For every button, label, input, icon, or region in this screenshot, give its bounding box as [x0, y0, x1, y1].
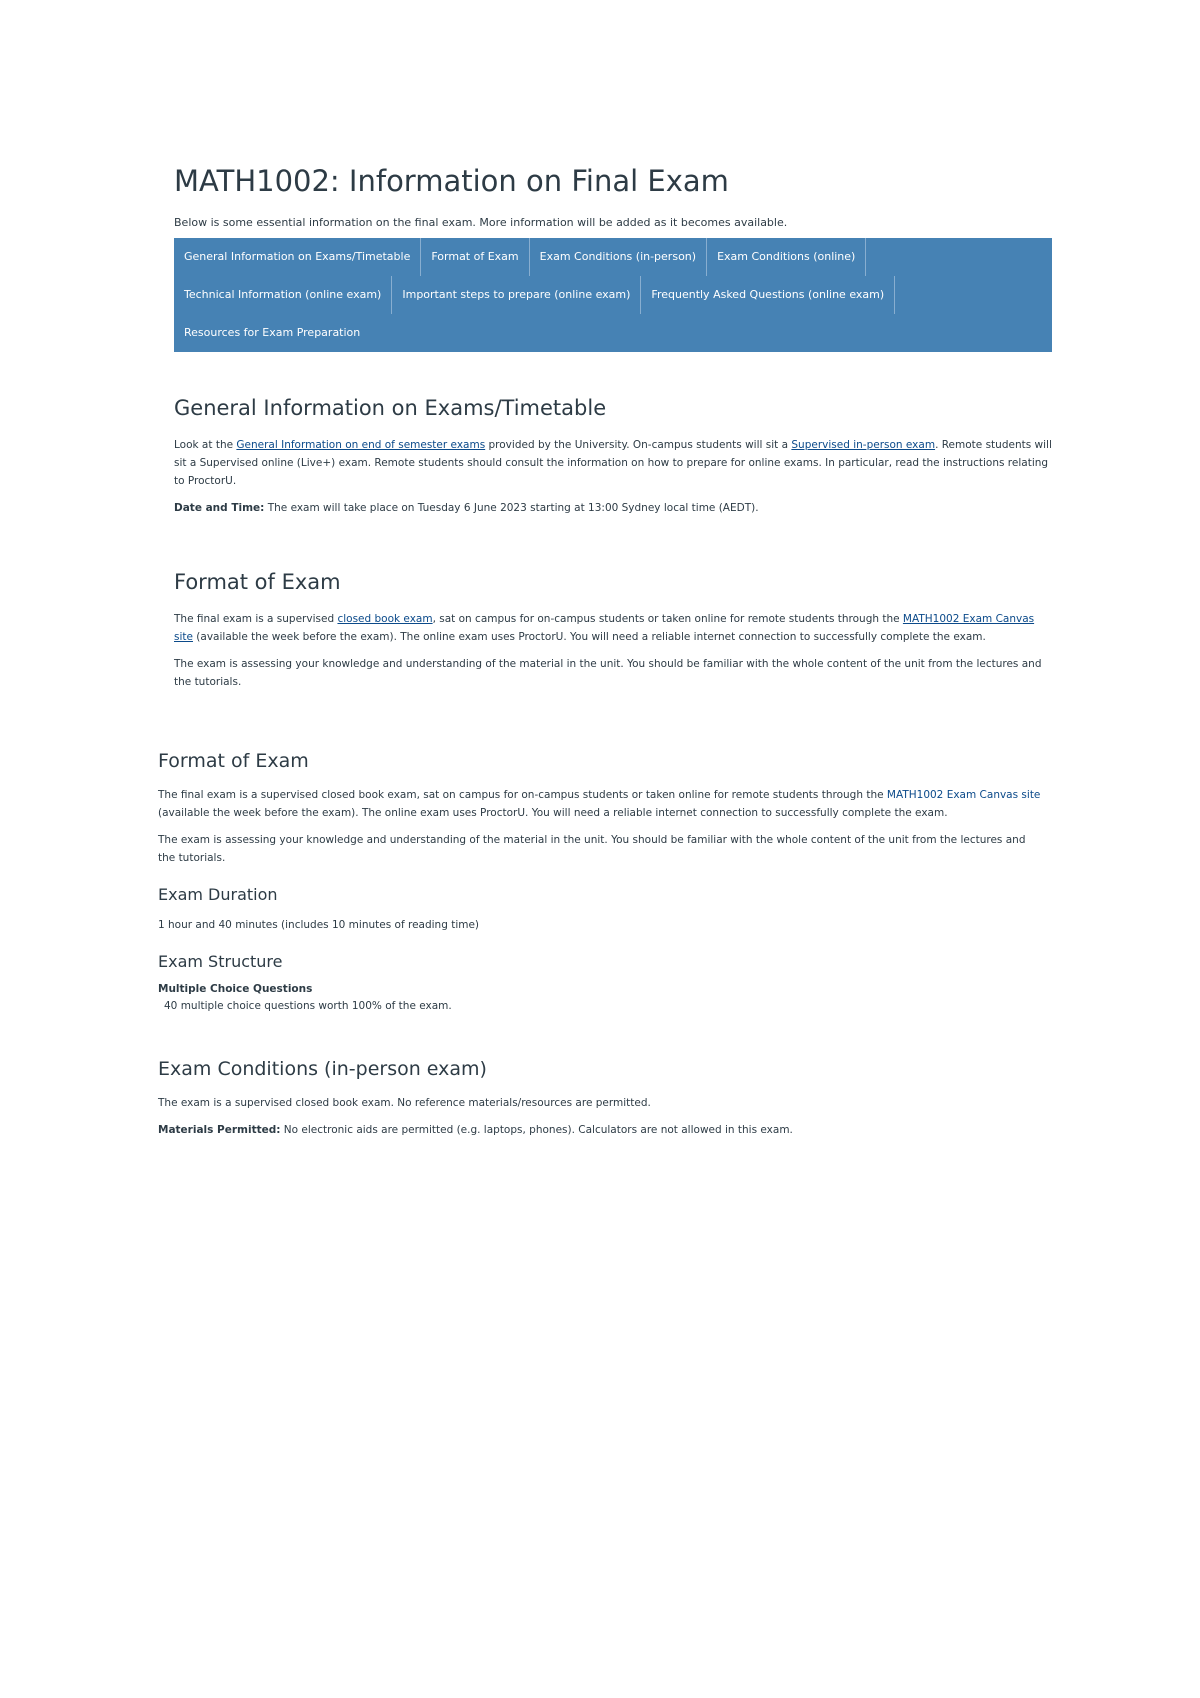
- tab-resources-exam-preparation[interactable]: Resources for Exam Preparation: [184, 325, 361, 339]
- mcq-text: 40 multiple choice questions worth 100% of the exam.: [164, 1000, 452, 1012]
- conditions-paragraph-1: The exam is a supervised closed book exam. No reference materials/resources are permitted.: [158, 1097, 651, 1109]
- section-heading-format: Format of Exam: [174, 569, 341, 594]
- tab-technical-information[interactable]: Technical Information (online exam): [174, 276, 392, 314]
- date-and-time-text: The exam will take place on Tuesday 6 June 2023 starting at 13:00 Sydney local time (AEDT).: [264, 501, 759, 514]
- exam-duration-text: 1 hour and 40 minutes (includes 10 minutes of reading time): [158, 919, 480, 931]
- general-text-3: . Remote students will sit a Supervised online (Live+) exam. Remote students should consult the information on how to prepare for online exams. In particular, read the instructions relating to ProctorU.: [174, 438, 1052, 487]
- exam-structure-heading: Exam Structure: [158, 952, 283, 971]
- exam-duration-heading: Exam Duration: [158, 885, 278, 904]
- format2-paragraph-1: [158, 786, 1042, 822]
- date-and-time: [174, 499, 1052, 517]
- tab-general-information[interactable]: General Information on Exams/Timetable: [174, 238, 421, 276]
- format2-paragraph-2: The exam is assessing your knowledge and understanding of the material in the unit. You should be familiar with the whole content of the unit from the lectures and the tutorials.: [158, 834, 1026, 864]
- mcq-heading: Multiple Choice Questions: [158, 983, 313, 995]
- format-paragraph-2: The exam is assessing your knowledge and understanding of the material in the unit. You should be familiar with the whole content of the unit from the lectures and the tutorials.: [174, 657, 1042, 688]
- math1002-exam-canvas-site-link-2[interactable]: MATH1002 Exam Canvas site: [886, 789, 1041, 801]
- general-information-link[interactable]: General Information on end of semester exams: [236, 438, 486, 451]
- materials-permitted-text: No electronic aids are permitted (e.g. laptops, phones). Calculators are not allowed in this exam.: [280, 1124, 793, 1136]
- materials-permitted-label: Materials Permitted:: [158, 1124, 281, 1136]
- section-heading-conditions: Exam Conditions (in-person exam): [158, 1058, 487, 1080]
- tab-exam-conditions-in-person[interactable]: Exam Conditions (in-person): [530, 238, 707, 276]
- general-text-1: Look at the: [174, 438, 237, 451]
- tab-exam-conditions-online[interactable]: Exam Conditions (online): [707, 238, 866, 276]
- materials-permitted: [158, 1121, 1042, 1139]
- tab-format-of-exam[interactable]: Format of Exam: [421, 238, 529, 276]
- section-heading-format-2: Format of Exam: [158, 750, 309, 772]
- date-and-time-label: Date and Time:: [174, 501, 265, 514]
- general-text-2: provided by the University. On-campus students will sit a: [485, 438, 792, 451]
- supervised-in-person-exam-link[interactable]: Supervised in-person exam: [791, 438, 936, 451]
- format2-text-2: (available the week before the exam). The online exam uses ProctorU. You will need a reliable internet connection to successfully complete the exam.: [158, 807, 948, 819]
- page-title: MATH1002: Information on Final Exam: [174, 164, 729, 198]
- format-text-3: (available the week before the exam). The online exam uses ProctorU. You will need a reliable internet connection to successfully complete the exam.: [192, 630, 986, 643]
- tab-faq-online-exam[interactable]: Frequently Asked Questions (online exam): [641, 276, 895, 314]
- closed-book-exam-link[interactable]: closed book exam: [337, 612, 433, 625]
- exam-info-page: [174, 166, 1052, 700]
- tab-navigation: [174, 238, 1052, 352]
- section-heading-general: General Information on Exams/Timetable: [174, 395, 607, 420]
- format-paragraph-1: [174, 610, 1052, 646]
- math1002-exam-canvas-site-link[interactable]: MATH1002 Exam Canvas site: [174, 612, 1035, 643]
- general-paragraph: [174, 436, 1052, 490]
- format2-text-1: The final exam is a supervised closed book exam, sat on campus for on-campus students or taken online for remote students through the: [158, 789, 887, 801]
- format-text-2: , sat on campus for on-campus students or taken online for remote students through the: [432, 612, 903, 625]
- format-text-1: The final exam is a supervised: [174, 612, 338, 625]
- tab-important-steps[interactable]: Important steps to prepare (online exam): [392, 276, 641, 314]
- exam-details-section: [158, 750, 1042, 1148]
- intro-text: Below is some essential information on the final exam. More information will be added as it becomes available.: [174, 215, 788, 229]
